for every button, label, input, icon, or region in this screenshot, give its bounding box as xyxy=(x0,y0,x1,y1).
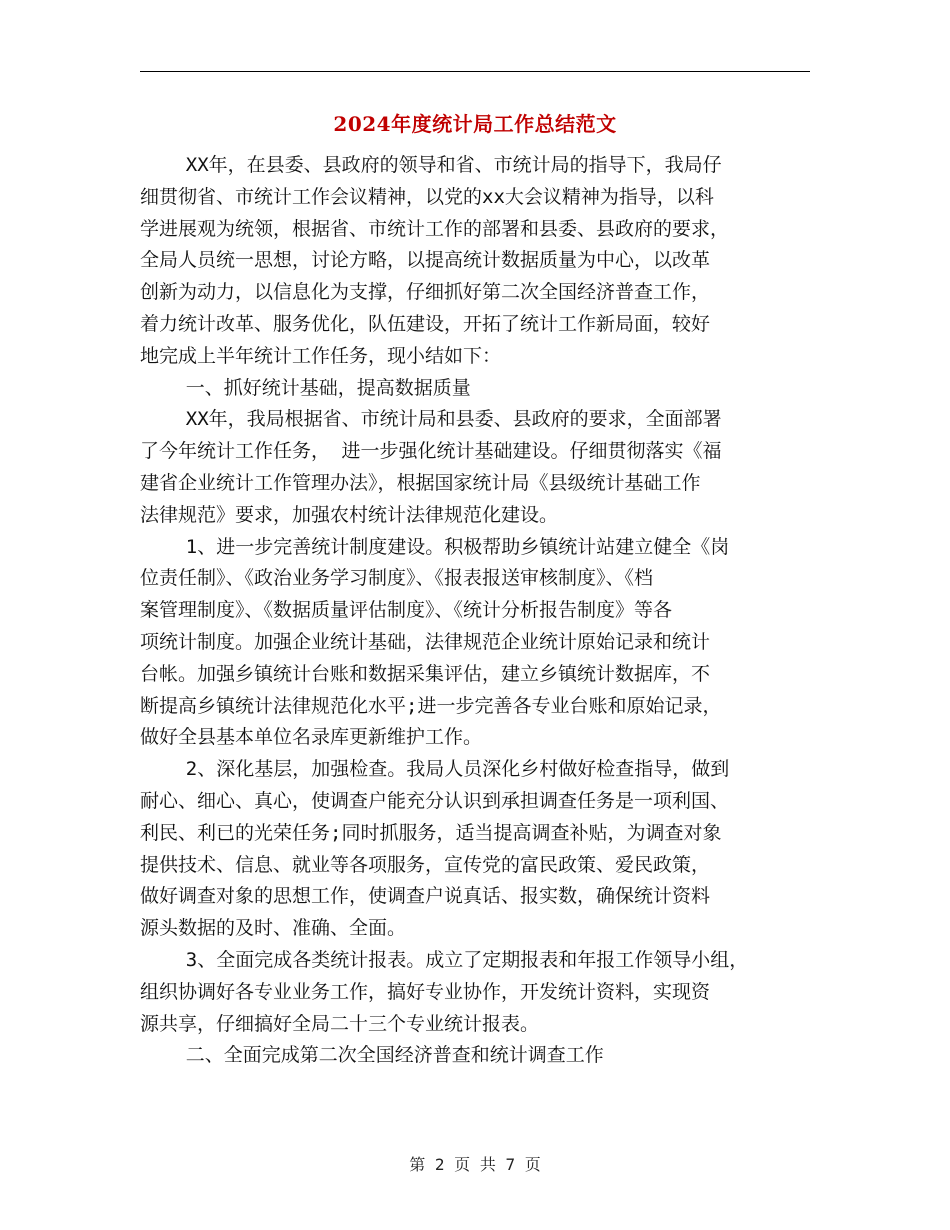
body-text-line: 利民、利已的光荣任务;同时抓服务，适当提高调查补贴，为调查对象 xyxy=(140,821,722,844)
body-text-line: 2、深化基层，加强检查。我局人员深化乡村做好检查指导，做到 xyxy=(140,758,730,781)
body-text-line: 提供技术、信息、就业等各项服务，宣传党的富民政策、爱民政策， xyxy=(140,853,711,876)
page-footer: 第 2 页 共 7 页 xyxy=(409,1155,541,1174)
body-text-line: 细贯彻省、市统计工作会议精神，以党的xx大会议精神为指导，以科 xyxy=(140,185,714,208)
body-text-line: 一、抓好统计基础，提高数据质量 xyxy=(140,376,471,399)
body-text-line: 法律规范》要求，加强农村统计法律规范化建设。 xyxy=(140,503,559,526)
body-text-line: 源头数据的及时、准确、全面。 xyxy=(140,917,407,940)
document-body xyxy=(140,150,820,1072)
body-text-line: 1、进一步完善统计制度建设。积极帮助乡镇统计站建立健全《岗 xyxy=(140,535,730,558)
body-text-line: XX年，我局根据省、市统计局和县委、县政府的要求，全面部署 xyxy=(140,408,722,431)
body-text-line: 源共享，仔细搞好全局二十三个专业统计报表。 xyxy=(140,1012,540,1035)
body-text-line: 断提高乡镇统计法律规范化水平;进一步完善各专业台账和原始记录， xyxy=(140,694,722,717)
body-text-line: 全局人员统一思想，讨论方略，以提高统计数据质量为中心，以改革 xyxy=(140,249,711,272)
body-text-line: 了今年统计工作任务， 进一步强化统计基础建设。仔细贯彻落实《福 xyxy=(140,440,722,463)
body-text-line: 项统计制度。加强企业统计基础，法律规范企业统计原始记录和统计 xyxy=(140,630,711,653)
body-text-line: 学进展观为统领，根据省、市统计工作的部署和县委、县政府的要求， xyxy=(140,217,730,240)
body-text-line: 台帐。加强乡镇统计台账和数据采集评估，建立乡镇统计数据库，不 xyxy=(140,662,711,685)
body-text-line: 3、全面完成各类统计报表。成立了定期报表和年报工作领导小组， xyxy=(140,948,749,971)
body-text-line: 做好全县基本单位名录库更新维护工作。 xyxy=(140,726,483,749)
body-text-line: 二、全面完成第二次全国经济普查和统计调查工作 xyxy=(140,1044,604,1067)
body-text-line: 耐心、细心、真心，使调查户能充分认识到承担调查任务是一项利国、 xyxy=(140,789,730,812)
body-text-line: 创新为动力，以信息化为支撑，仔细抓好第二次全国经济普查工作， xyxy=(140,281,711,304)
body-text-line: 位责任制》、《政治业务学习制度》、《报表报送审核制度》、《档 xyxy=(140,567,654,590)
document-title: 2024年度统计局工作总结范文 xyxy=(333,112,617,136)
body-text-line: XX年，在县委、县政府的领导和省、市统计局的指导下，我局仔 xyxy=(140,154,722,176)
body-text-line: 案管理制度》、《数据质量评估制度》、《统计分析报告制度》等各 xyxy=(140,599,673,622)
body-text-line: 地完成上半年统计工作任务，现小结如下： xyxy=(140,344,502,367)
header-rule xyxy=(140,71,810,72)
body-text-line: 着力统计改革、服务优化，队伍建设，开拓了统计工作新局面，较好 xyxy=(140,312,711,335)
body-text-line: 做好调查对象的思想工作，使调查户说真话、报实数，确保统计资料 xyxy=(140,885,711,908)
body-text-line: 组织协调好各专业业务工作，搞好专业协作，开发统计资料，实现资 xyxy=(140,980,711,1003)
body-text-line: 建省企业统计工作管理办法》，根据国家统计局《县级统计基础工作 xyxy=(140,471,701,494)
